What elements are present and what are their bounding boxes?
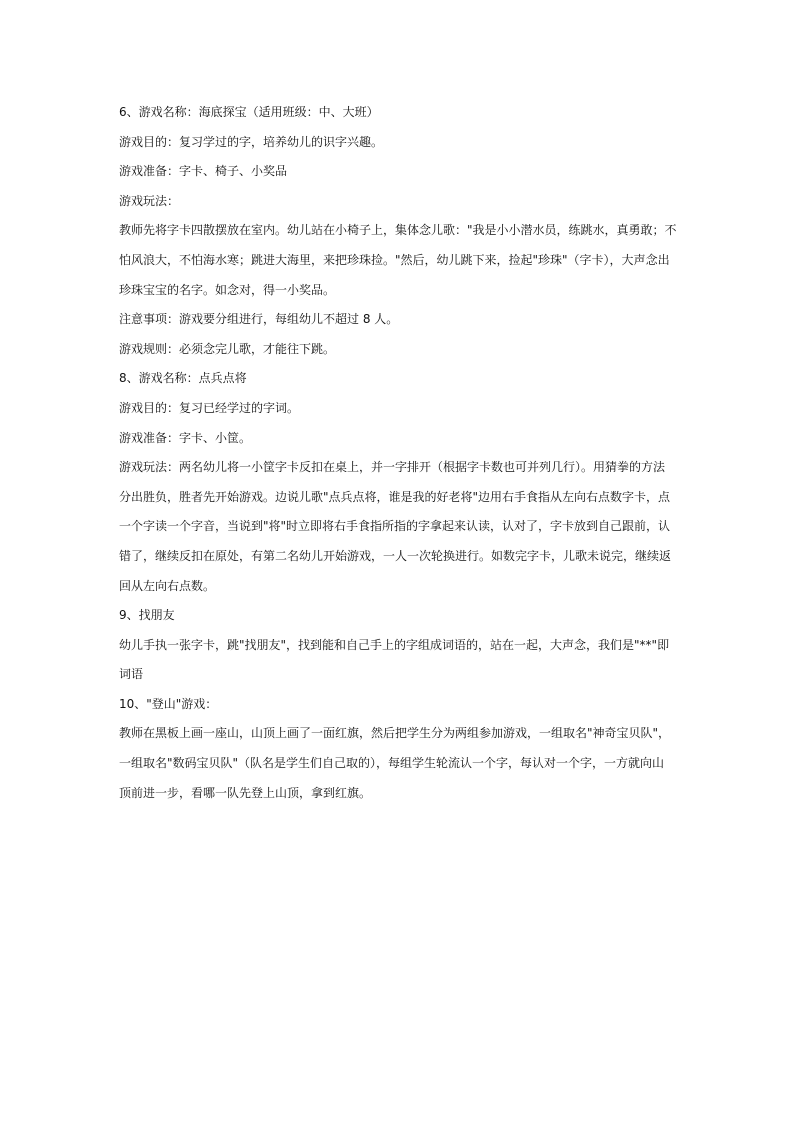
game-10-method-line-3: 顶前进一步，看哪一队先登上山顶，拿到红旗。 [119,785,372,800]
game-8-method-line-5: 回从左向右点数。 [119,578,216,593]
game-8-method-line-4: 错了，继续反扣在原处，有第二名幼儿开始游戏，一人一次轮换进行。如数完字卡，儿歌未说完，继续返 [119,548,672,563]
game-8-method-line-1: 游戏玩法：两名幼儿将一小筐字卡反扣在桌上，并一字排开（根据字卡数也可并列几行）。用猜拳的方法 [119,460,666,475]
game-8-method-line-3: 一个字读一个字音，当说到"将"时立即将右手食指所指的字拿起来认读，认对了，字卡放到自己跟前，认 [119,519,671,534]
game-6-method-line-1: 教师先将字卡四散摆放在室内。幼儿站在小椅子上，集体念儿歌："我是小小潜水员，练跳水，真勇敢；不 [119,223,677,238]
game-8-preparation: 游戏准备：字卡、小筐。 [119,430,252,445]
game-9-method-line-1: 幼儿手执一张字卡，跳"找朋友"，找到能和自己手上的字组成词语的，站在一起，大声念，我们是"**"即 [119,637,670,652]
game-10-method-line-2: 一组取名"数码宝贝队"（队名是学生们自己取的），每组学生轮流认一个字，每认对一个字，一方就向山 [119,756,665,771]
game-8-purpose: 游戏目的：复习已经学过的字词。 [119,400,300,415]
game-9-title: 9、找朋友 [119,608,175,623]
game-8-method-line-2: 分出胜负，胜者先开始游戏。边说儿歌"点兵点将，谁是我的好老将"边用右手食指从左向右点数字卡，点 [119,489,671,504]
game-6-preparation: 游戏准备：字卡、椅子、小奖品 [119,164,288,179]
game-6-notes: 注意事项：游戏要分组进行，每组幼儿不超过 8 人。 [119,312,399,327]
game-6-method-label: 游戏玩法： [119,193,180,208]
game-10-title: 10、"登山"游戏： [119,696,218,711]
game-6-purpose: 游戏目的：复习学过的字，培养幼儿的识字兴趣。 [119,134,384,149]
game-6-method-line-2: 怕风浪大，不怕海水寒；跳进大海里，来把珍珠捡。"然后，幼儿跳下来，捡起"珍珠"（字卡），大声念出 [119,252,670,267]
game-10-method-line-1: 教师在黑板上画一座山，山顶上画了一面红旗，然后把学生分为两组参加游戏，一组取名"神奇宝贝队"， [119,726,671,741]
game-9-method-line-2: 词语 [119,667,144,682]
game-6-method-line-3: 珍珠宝宝的名字。如念对，得一小奖品。 [119,282,336,297]
game-6-rules: 游戏规则：必须念完儿歌，才能往下跳。 [119,341,336,356]
game-8-title: 8、游戏名称：点兵点将 [119,371,247,386]
document-body [119,98,679,808]
game-6-title: 6、游戏名称：海底探宝（适用班级：中、大班） [119,105,379,119]
